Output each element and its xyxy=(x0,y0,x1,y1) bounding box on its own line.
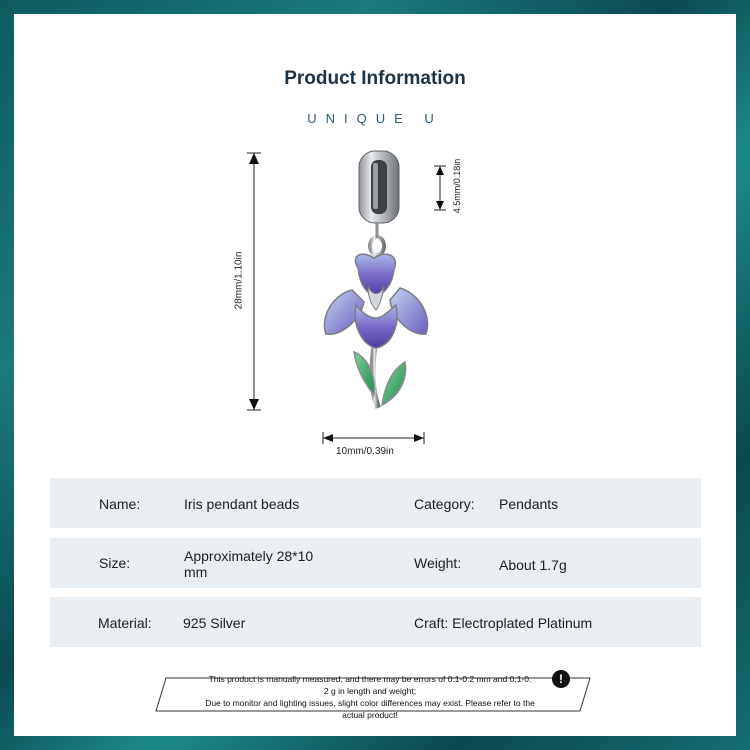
size-value-line1: Approximately 28*10 xyxy=(184,548,314,564)
notice-line3: Due to monitor and lighting issues, slight color differences may exist. Please refer to the xyxy=(205,698,535,708)
size-value-line2: mm xyxy=(184,564,208,580)
notice-text xyxy=(160,673,580,721)
height-dimension-line xyxy=(247,153,261,410)
pendant-loop xyxy=(370,222,384,255)
width-label: 10mm/0.39in xyxy=(336,446,394,457)
size-value xyxy=(184,548,313,580)
spec-row-size xyxy=(50,538,701,588)
name-value: Iris pendant beads xyxy=(184,496,300,512)
material-label: Material: xyxy=(98,615,152,631)
bail-dimension-line xyxy=(434,166,446,210)
page-title: Product Information xyxy=(284,68,466,89)
spec-row-material xyxy=(50,597,701,647)
craft-text: Craft: Electroplated Platinum xyxy=(414,615,593,631)
bead-bail xyxy=(359,151,399,223)
weight-value: About 1.7g xyxy=(499,557,567,573)
notice-line2: 2 g in length and weight; xyxy=(323,686,417,696)
name-label: Name: xyxy=(99,496,141,512)
notice-line1: This product is manually measured, and there may be errors of 0.1-0.2 mm and 0.1-0. xyxy=(208,674,532,684)
notice-icon: ! xyxy=(552,670,570,688)
height-label: 28mm/1.10in xyxy=(233,251,245,310)
weight-label: Weight: xyxy=(414,555,462,571)
brand-name: UNIQUE U xyxy=(307,111,443,126)
notice-line4: actual product! xyxy=(342,710,398,720)
size-label: Size: xyxy=(99,555,131,571)
bail-label: 4.5mm/0.18in xyxy=(452,158,462,214)
category-value: Pendants xyxy=(499,496,559,512)
spec-row-name xyxy=(50,478,701,528)
width-dimension-line xyxy=(323,432,424,444)
iris-flower xyxy=(324,254,427,408)
material-value: 925 Silver xyxy=(183,615,246,631)
category-label: Category: xyxy=(414,496,475,512)
